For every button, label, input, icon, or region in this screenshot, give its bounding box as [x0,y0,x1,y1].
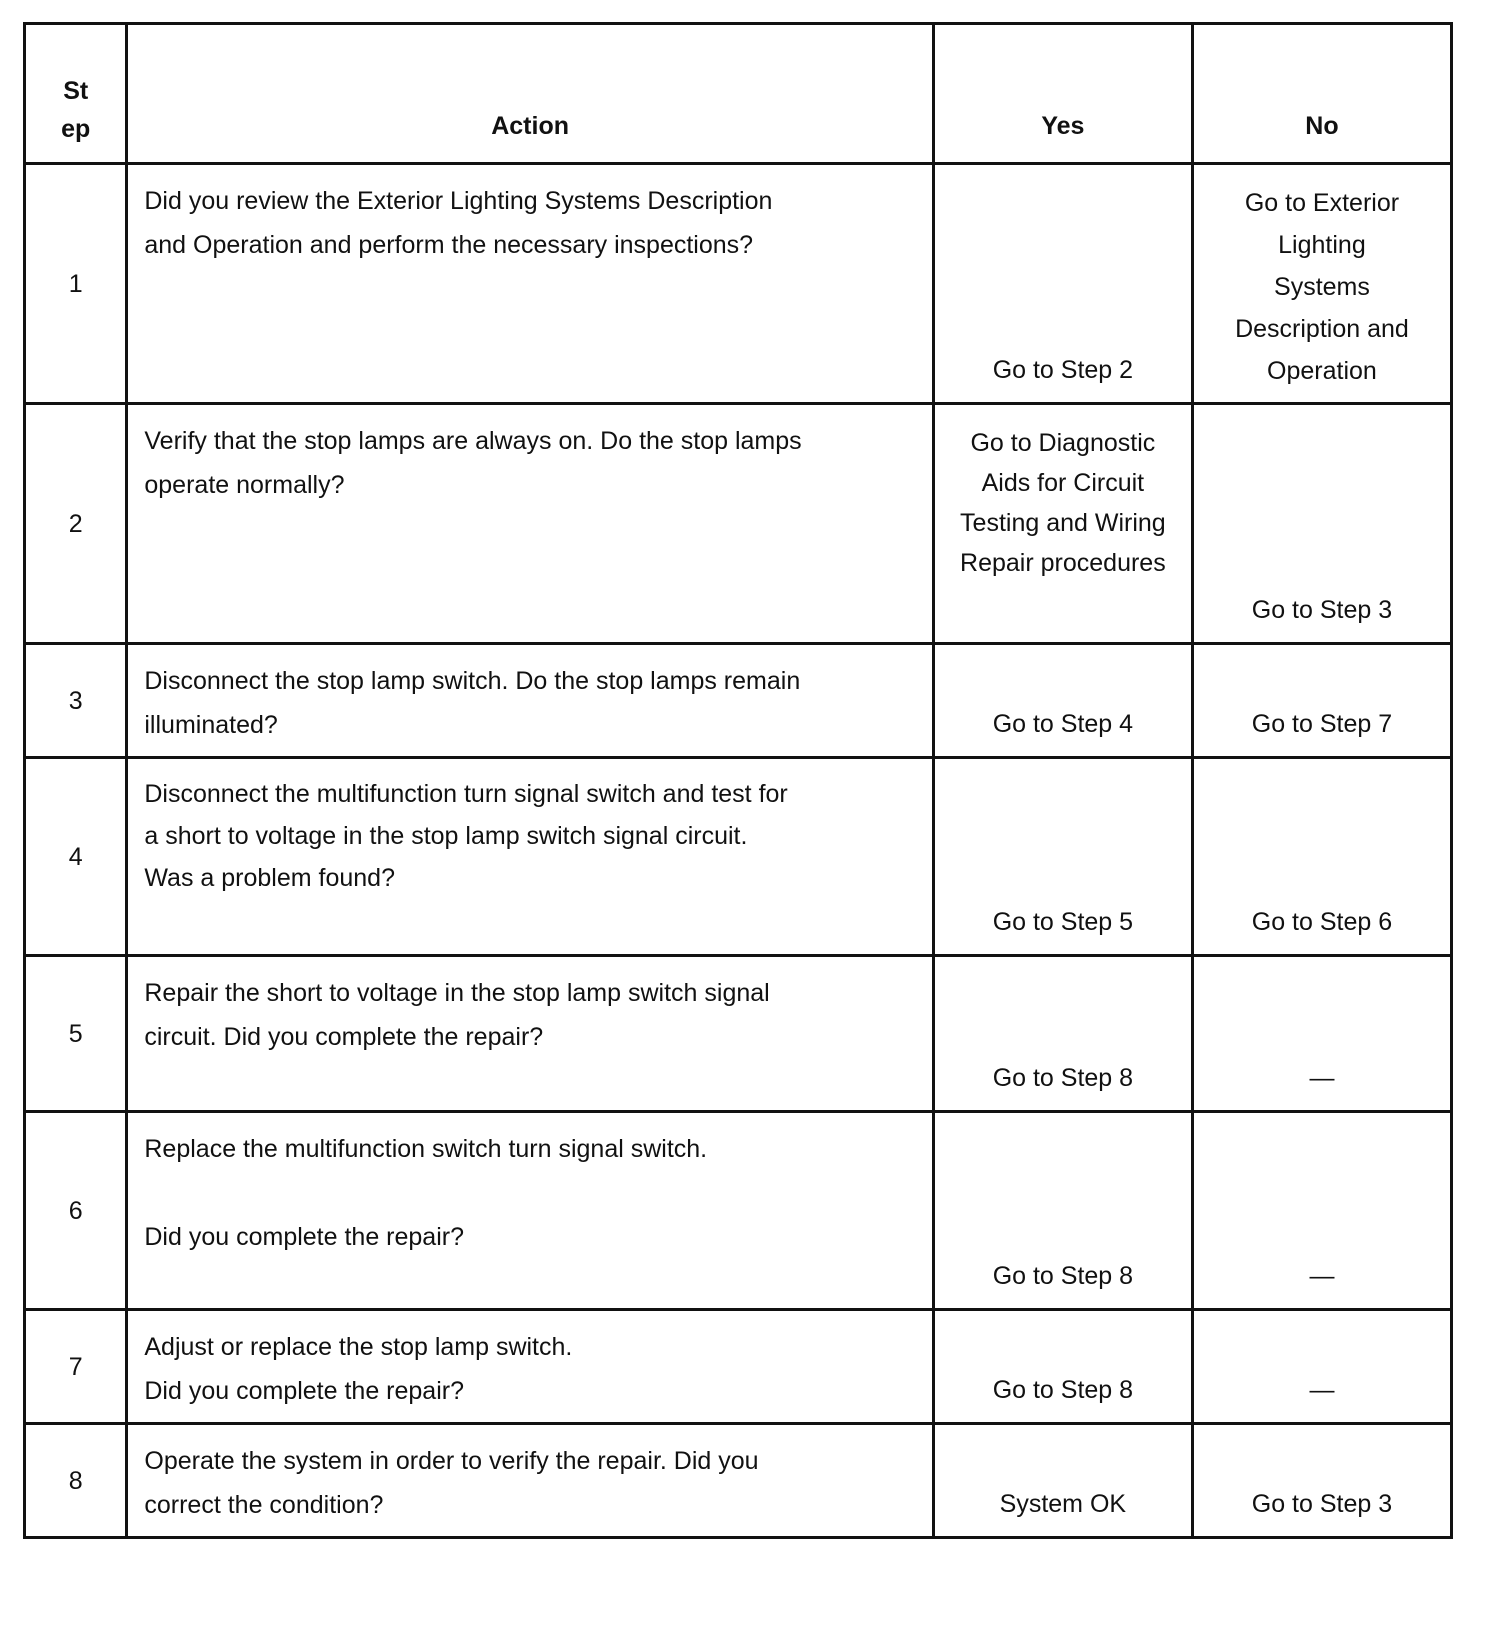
no-line: Go to Step 6 [1251,908,1393,936]
yes-cell [933,404,1192,644]
action-cell [127,1424,933,1538]
yes-line: Go to Step 5 [992,908,1134,936]
table-row [25,1112,1452,1310]
header-no: No [1192,24,1451,164]
no-line: Go to Exterior [1244,189,1400,217]
header-action: Action [127,24,933,164]
step-number: 4 [25,758,127,956]
table-row [25,1310,1452,1424]
yes-line: Testing and Wiring [960,509,1166,537]
header-step [25,24,127,164]
action-line: operate normally? [144,471,345,499]
no-cell [1192,1310,1451,1424]
action-line: Did you complete the repair? [144,1377,464,1405]
action-line: Repair the short to voltage in the stop lamp switch signal [144,979,770,1007]
yes-cell [933,164,1192,404]
action-cell [127,956,933,1112]
no-line: Go to Step 3 [1251,1490,1393,1518]
diagnostic-table [23,22,1453,1539]
table-row [25,758,1452,956]
no-cell [1192,404,1451,644]
action-line: Disconnect the multifunction turn signal switch and test for [144,780,788,808]
yes-line: Repair procedures [960,549,1166,577]
step-number: 3 [25,644,127,758]
no-line: Description and [1235,315,1409,343]
yes-cell [933,644,1192,758]
header-step-line1: St [63,77,89,105]
table-row [25,1424,1452,1538]
no-line: Go to Step 3 [1251,596,1393,624]
step-number: 1 [25,164,127,404]
action-line: illuminated? [144,711,278,739]
step-number: 5 [25,956,127,1112]
yes-cell [933,956,1192,1112]
action-cell [127,164,933,404]
yes-line: Go to Step 8 [992,1262,1134,1290]
step-number: 8 [25,1424,127,1538]
yes-line: Go to Step 4 [992,710,1134,738]
yes-cell [933,1424,1192,1538]
no-cell [1192,956,1451,1112]
yes-line: System OK [999,1490,1127,1518]
header-row [25,24,1452,164]
table-row [25,644,1452,758]
action-line: Did you review the Exterior Lighting Systems Description [144,187,773,215]
no-line: — [1309,1064,1335,1092]
table-row [25,164,1452,404]
action-line: Replace the multifunction switch turn signal switch. [144,1135,708,1163]
no-line: — [1309,1376,1335,1404]
yes-cell [933,1310,1192,1424]
action-cell [127,758,933,956]
no-line: Operation [1267,357,1377,385]
no-cell [1192,758,1451,956]
table-row [25,404,1452,644]
header-yes: Yes [933,24,1192,164]
header-step-line2: ep [61,115,91,143]
yes-line: Aids for Circuit [981,469,1145,497]
action-line: Did you complete the repair? [144,1223,464,1251]
no-cell [1192,644,1451,758]
action-line: and Operation and perform the necessary inspections? [144,231,754,259]
yes-line: Go to Diagnostic [970,429,1156,457]
action-line: Adjust or replace the stop lamp switch. [144,1333,573,1361]
no-cell [1192,1112,1451,1310]
no-line: Lighting [1278,231,1366,259]
action-cell [127,1310,933,1424]
action-cell [127,1112,933,1310]
action-spacer [144,1171,911,1215]
action-cell [127,404,933,644]
action-line: Verify that the stop lamps are always on. Do the stop lamps [144,427,802,455]
yes-cell [933,1112,1192,1310]
table-row [25,956,1452,1112]
yes-line: Go to Step 2 [992,356,1134,384]
no-line: Systems [1274,273,1370,301]
action-line: correct the condition? [144,1491,384,1519]
no-cell [1192,164,1451,404]
yes-line: Go to Step 8 [992,1064,1134,1092]
no-line: — [1309,1262,1335,1290]
action-line: Disconnect the stop lamp switch. Do the stop lamps remain [144,667,801,695]
yes-cell [933,758,1192,956]
yes-line: Go to Step 8 [992,1376,1134,1404]
action-line: Operate the system in order to verify the repair. Did you [144,1447,759,1475]
action-cell [127,644,933,758]
step-number: 7 [25,1310,127,1424]
step-number: 6 [25,1112,127,1310]
action-line: circuit. Did you complete the repair? [144,1023,544,1051]
step-number: 2 [25,404,127,644]
action-line: Was a problem found? [144,864,395,892]
no-line: Go to Step 7 [1251,710,1393,738]
no-cell [1192,1424,1451,1538]
action-line: a short to voltage in the stop lamp switch signal circuit. [144,822,748,850]
